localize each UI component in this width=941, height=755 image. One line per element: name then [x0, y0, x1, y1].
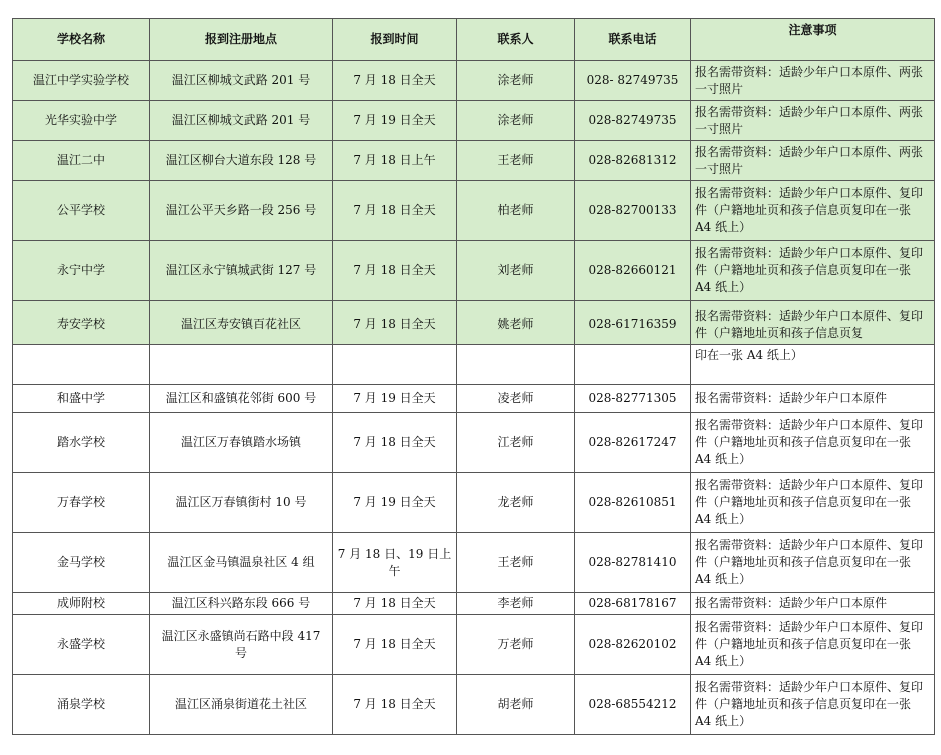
table-row — [13, 181, 935, 241]
cell-contact: 李老师 — [457, 593, 575, 615]
cell-contact: 柏老师 — [457, 181, 575, 241]
cell-note: 报名需带资料：适龄少年户口本原件、复印件（户籍地址页和孩子信息页复印在一张 A4 纸上） — [691, 533, 935, 593]
cell-place: 温江公平天乡路一段 256 号 — [150, 181, 333, 241]
cell-phone: 028-82660121 — [575, 241, 691, 301]
cell-school: 金马学校 — [13, 533, 150, 593]
cell-note: 报名需带资料：适龄少年户口本原件、复印件（户籍地址页和孩子信息页复印在一张 A4 纸上） — [691, 241, 935, 301]
cell-school: 温江二中 — [13, 141, 150, 181]
table-row — [13, 473, 935, 533]
cell-contact: 万老师 — [457, 615, 575, 675]
cell-time: 7 月 18 日全天 — [333, 61, 457, 101]
header-contact: 联系人 — [457, 19, 575, 61]
cell-note: 报名需带资料：适龄少年户口本原件、两张一寸照片 — [691, 141, 935, 181]
table-row — [13, 301, 935, 349]
cell-school: 光华实验中学 — [13, 101, 150, 141]
cell-time: 7 月 19 日全天 — [333, 385, 457, 413]
cell-time: 7 月 18 日、19 日上午 — [333, 533, 457, 593]
cell-school: 踏水学校 — [13, 413, 150, 473]
header-time: 报到时间 — [333, 19, 457, 61]
table-row — [13, 533, 935, 593]
cell-note: 报名需带资料：适龄少年户口本原件、两张一寸照片 — [691, 61, 935, 101]
cell-time: 7 月 18 日全天 — [333, 241, 457, 301]
table-cell-empty — [575, 345, 691, 385]
cell-school: 万春学校 — [13, 473, 150, 533]
cell-phone: 028-68554212 — [575, 675, 691, 735]
table-cell-empty — [150, 345, 333, 385]
cell-place: 温江区柳台大道东段 128 号 — [150, 141, 333, 181]
cell-note: 报名需带资料：适龄少年户口本原件 — [691, 385, 935, 413]
table-cell-empty — [333, 345, 457, 385]
cell-time: 7 月 18 日全天 — [333, 181, 457, 241]
header-note: 注意事项 — [691, 19, 935, 61]
cell-contact: 胡老师 — [457, 675, 575, 735]
registration-table-top — [12, 18, 935, 349]
cell-phone: 028-82620102 — [575, 615, 691, 675]
table-row — [13, 615, 935, 675]
cell-contact: 刘老师 — [457, 241, 575, 301]
cell-phone: 028-82771305 — [575, 385, 691, 413]
table-cell-empty — [457, 345, 575, 385]
cell-time: 7 月 19 日全天 — [333, 473, 457, 533]
cell-note: 报名需带资料：适龄少年户口本原件、复印件（户籍地址页和孩子信息页复印在一张 A4 纸上） — [691, 615, 935, 675]
cell-school: 成师附校 — [13, 593, 150, 615]
cell-place: 温江区科兴路东段 666 号 — [150, 593, 333, 615]
table-row — [13, 101, 935, 141]
cell-phone: 028-82700133 — [575, 181, 691, 241]
header-row — [13, 19, 935, 61]
cell-place: 温江区永宁镇城武街 127 号 — [150, 241, 333, 301]
cell-place: 温江区和盛镇花邻街 600 号 — [150, 385, 333, 413]
cell-phone: 028-82781410 — [575, 533, 691, 593]
cell-time: 7 月 18 日上午 — [333, 141, 457, 181]
cell-time: 7 月 18 日全天 — [333, 413, 457, 473]
registration-table-bottom — [12, 344, 935, 735]
cell-contact: 江老师 — [457, 413, 575, 473]
cell-time: 7 月 19 日全天 — [333, 101, 457, 141]
cell-phone: 028-68178167 — [575, 593, 691, 615]
cell-contact: 涂老师 — [457, 101, 575, 141]
continuation-row — [13, 345, 935, 385]
table-row — [13, 241, 935, 301]
cell-note: 报名需带资料：适龄少年户口本原件 — [691, 593, 935, 615]
cell-note: 报名需带资料：适龄少年户口本原件、复印件（户籍地址页和孩子信息页复印在一张 A4 纸上） — [691, 413, 935, 473]
cell-school: 寿安学校 — [13, 301, 150, 349]
cell-note: 报名需带资料：适龄少年户口本原件、复印件（户籍地址页和孩子信息页复印在一张 A4 纸上） — [691, 181, 935, 241]
table-row — [13, 675, 935, 735]
cell-phone: 028-82749735 — [575, 101, 691, 141]
cell-place: 温江区涌泉街道花土社区 — [150, 675, 333, 735]
cell-phone: 028-82610851 — [575, 473, 691, 533]
cell-phone: 028-82617247 — [575, 413, 691, 473]
cell-phone: 028-82681312 — [575, 141, 691, 181]
cell-contact: 王老师 — [457, 141, 575, 181]
cell-place: 温江区金马镇温泉社区 4 组 — [150, 533, 333, 593]
header-place: 报到注册地点 — [150, 19, 333, 61]
header-phone: 联系电话 — [575, 19, 691, 61]
cell-time: 7 月 18 日全天 — [333, 301, 457, 349]
cell-place: 温江区柳城文武路 201 号 — [150, 101, 333, 141]
cell-school: 永宁中学 — [13, 241, 150, 301]
cell-school: 公平学校 — [13, 181, 150, 241]
cell-note: 报名需带资料：适龄少年户口本原件、复印件（户籍地址页和孩子信息页复 — [691, 301, 935, 349]
cell-phone: 028-61716359 — [575, 301, 691, 349]
header-school: 学校名称 — [13, 19, 150, 61]
cell-school: 温江中学实验学校 — [13, 61, 150, 101]
cell-time: 7 月 18 日全天 — [333, 615, 457, 675]
cell-note: 报名需带资料：适龄少年户口本原件、复印件（户籍地址页和孩子信息页复印在一张 A4 纸上） — [691, 675, 935, 735]
cell-contact: 凌老师 — [457, 385, 575, 413]
table-row — [13, 413, 935, 473]
cell-place: 温江区永盛镇尚石路中段 417 号 — [150, 615, 333, 675]
cell-contact: 龙老师 — [457, 473, 575, 533]
table-cell-empty — [13, 345, 150, 385]
cell-place: 温江区万春镇踏水场镇 — [150, 413, 333, 473]
cell-place: 温江区万春镇街村 10 号 — [150, 473, 333, 533]
cell-place: 温江区柳城文武路 201 号 — [150, 61, 333, 101]
cell-phone: 028- 82749735 — [575, 61, 691, 101]
continuation-note: 印在一张 A4 纸上） — [691, 345, 935, 385]
cell-contact: 王老师 — [457, 533, 575, 593]
cell-school: 永盛学校 — [13, 615, 150, 675]
table-row — [13, 593, 935, 615]
table-row — [13, 385, 935, 413]
table-row — [13, 61, 935, 101]
table-row — [13, 141, 935, 181]
cell-note: 报名需带资料：适龄少年户口本原件、复印件（户籍地址页和孩子信息页复印在一张 A4 纸上） — [691, 473, 935, 533]
cell-note: 报名需带资料：适龄少年户口本原件、两张一寸照片 — [691, 101, 935, 141]
cell-place: 温江区寿安镇百花社区 — [150, 301, 333, 349]
cell-school: 涌泉学校 — [13, 675, 150, 735]
cell-contact: 涂老师 — [457, 61, 575, 101]
cell-school: 和盛中学 — [13, 385, 150, 413]
cell-contact: 姚老师 — [457, 301, 575, 349]
cell-time: 7 月 18 日全天 — [333, 593, 457, 615]
cell-time: 7 月 18 日全天 — [333, 675, 457, 735]
